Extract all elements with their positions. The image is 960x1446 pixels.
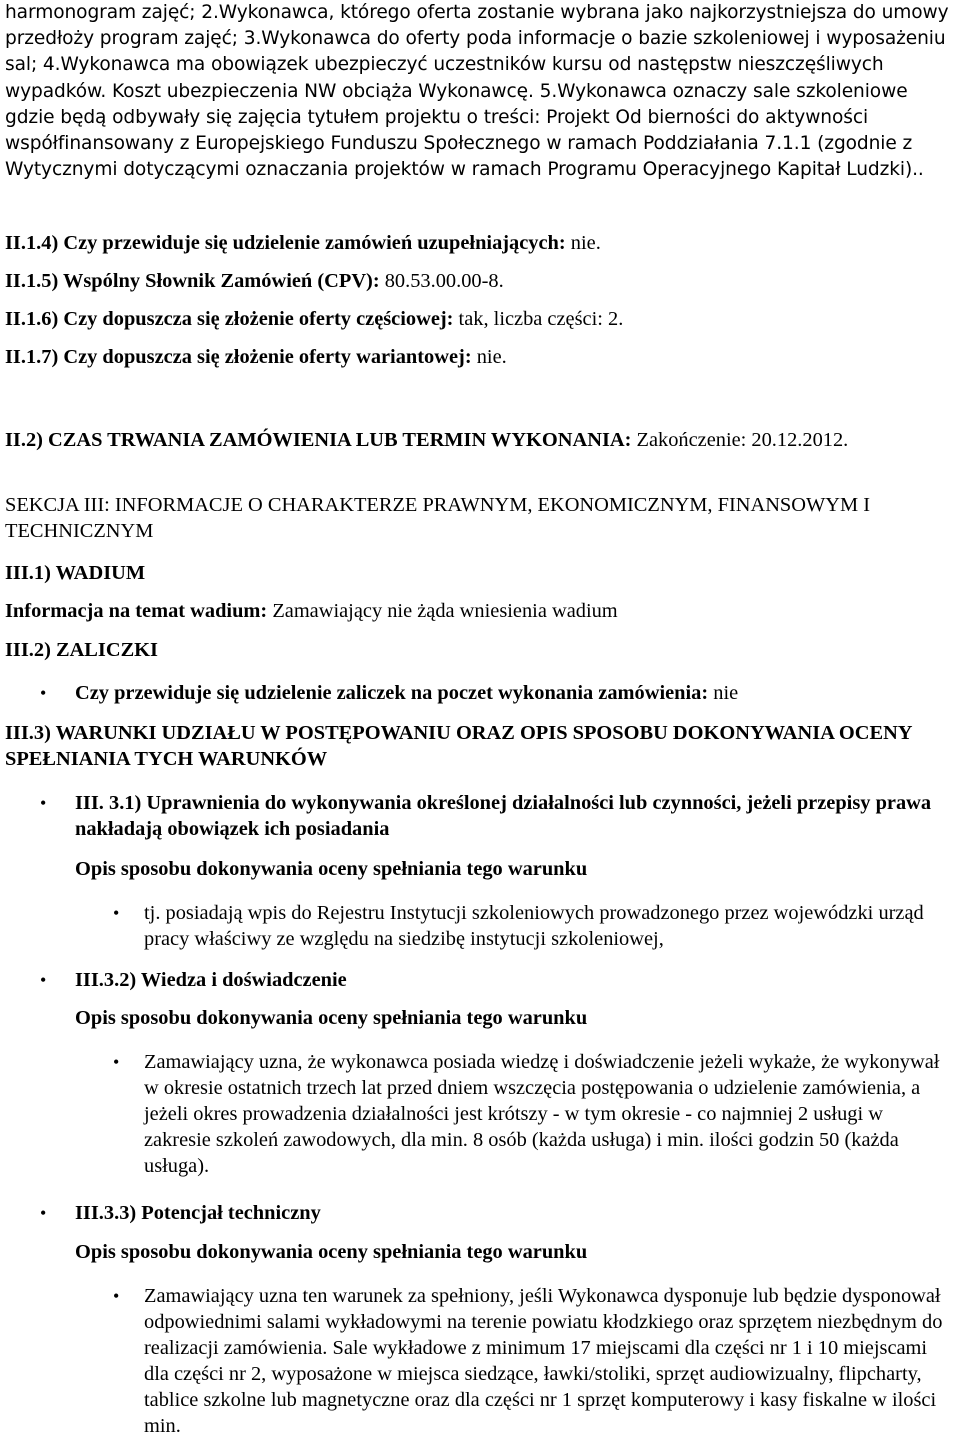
warunki-heading: III.3) WARUNKI UDZIAŁU W POSTĘPOWANIU ORAZ OPIS SPOSOBU DOKONYWANIA OCENY SPEŁNIANIA TYCH WARUNKÓW: [5, 722, 912, 770]
question-value: tak, liczba części: 2.: [453, 308, 624, 330]
intro-paragraph: [5, 0, 954, 183]
item-3-1-text: tj. posiadają wpis do Rejestru Instytucji szkoleniowych prowadzonego przez wojewódzki urząd pracy właściwy ze względu na siedzibę instytucji szkoleniowej,: [144, 902, 924, 950]
wadium-value: Zamawiający nie żąda wniesienia wadium: [267, 600, 618, 622]
question-ii-1-4: [5, 230, 954, 256]
question-value: nie.: [565, 232, 601, 254]
wadium-info: [5, 598, 954, 624]
intro-text-part1: harmonogram zajęć; 2.Wykonawca, którego oferta zostanie wybrana jako najkorzystniejsza do umowy przedłoży program zajęć; 3.Wykonawca do oferty poda informacje o bazie szkoleniowej i wyposażeniu sal; 4.Wykonawca ma obowiązek ubezpieczyć uczestników kursu od następstw nieszczęśliwych wypadków. Koszt ubezpieczenia NW obciąża Wykonawcę. 5.Wykonawca oznaczy: [5, 2, 949, 102]
item-3-1-subheading: Opis sposobu dokonywania oceny spełniania tego warunku: [75, 858, 588, 880]
zaliczki-label: Czy przewiduje się udzielenie zaliczek na poczet wykonania zamówienia:: [75, 682, 709, 704]
bullet-marker: •: [40, 793, 47, 813]
completion-time-label: II.2) CZAS TRWANIA ZAMÓWIENIA LUB TERMIN WYKONANIA:: [5, 429, 632, 451]
item-3-3-text: Zamawiający uzna ten warunek za spełniony, jeśli Wykonawca dysponuje lub będzie dysponował odpowiednimi salami wykładowymi na terenie powiatu kłodzkiego oraz sprzętem niezbędnym do realizacji zamówienia. Sale wykładowe z minimum 17 miejscami dla części nr 1 i 10 miejscami dla części nr 2, wyposażone w miejsca siedzące, ławki/stoliki, sprzęt audiowizualny, flipcharty, tablice szkolne lub magnetyczne oraz dla części nr 1 sprzęt komputerowy i kasy fiskalne w ilości min.: [144, 1285, 943, 1437]
intro-text-part2: sale szkoleniowe gdzie będą odbywały się zajęcia tytułem projektu o treści: Projekt Od bierności do aktywności współfinansowany z Europejskiego Funduszu Społecznego w ramach Poddziałania 7.1.1 (zgodnie z Wytycznymi dotyczącymi oznaczania projektów w ramach Programu Operacyjnego Kapitał Ludzki)..: [5, 80, 924, 181]
question-value: 80.53.00.00-8.: [379, 270, 504, 292]
question-label: II.1.6) Czy dopuszcza się złożenie oferty częściowej:: [5, 308, 454, 330]
zaliczki-question: [75, 680, 954, 706]
question-label: II.1.5) Wspólny Słownik Zamówień (CPV):: [5, 270, 380, 292]
zaliczki-value: nie: [708, 682, 739, 704]
bullet-marker: •: [40, 1203, 47, 1223]
item-3-3-title: III.3.3) Potencjał techniczny: [75, 1202, 321, 1224]
question-label: II.1.4) Czy przewiduje się udzielenie zamówień uzupełniających:: [5, 232, 566, 254]
bullet-marker: •: [40, 683, 47, 703]
wadium-label: Informacja na temat wadium:: [5, 600, 268, 622]
question-ii-1-6: [5, 306, 954, 332]
section-iii-heading: SEKCJA III: INFORMACJE O CHARAKTERZE PRAWNYM, EKONOMICZNYM, FINANSOWYM I TECHNICZNYM: [5, 494, 870, 542]
bullet-marker: •: [40, 970, 47, 990]
bullet-marker: •: [113, 1052, 120, 1072]
item-3-3-subheading: Opis sposobu dokonywania oceny spełniania tego warunku: [75, 1241, 588, 1263]
wadium-heading: III.1) WADIUM: [5, 562, 146, 584]
item-3-2-title: III.3.2) Wiedza i doświadczenie: [75, 969, 347, 991]
bullet-marker: •: [113, 1286, 120, 1306]
item-3-2-subheading: Opis sposobu dokonywania oceny spełniania tego warunku: [75, 1007, 588, 1029]
completion-time-value: Zakończenie: 20.12.2012.: [631, 429, 849, 451]
question-value: nie.: [471, 346, 507, 368]
question-ii-1-7: [5, 344, 954, 370]
item-3-1-title: III. 3.1) Uprawnienia do wykonywania określonej działalności lub czynności, jeżeli przepisy prawa nakładają obowiązek ich posiadania: [75, 792, 932, 840]
completion-time: [5, 427, 954, 453]
question-label: II.1.7) Czy dopuszcza się złożenie oferty wariantowej:: [5, 346, 472, 368]
question-ii-1-5: [5, 268, 954, 294]
bullet-marker: •: [113, 903, 120, 923]
item-3-2-text: Zamawiający uzna, że wykonawca posiada wiedzę i doświadczenie jeżeli wykaże, że wykonywał w okresie ostatnich trzech lat przed dniem wszczęcia postępowania o udzielenie zamówienia, a jeżeli okres prowadzenia działalności jest krótszy - w tym okresie - co najmniej 2 usługi w zakresie szkoleń zawodowych, dla min. 8 osób (każda usługa) i min. ilości godzin 50 (każda usługa).: [144, 1051, 940, 1177]
zaliczki-heading: III.2) ZALICZKI: [5, 639, 158, 661]
